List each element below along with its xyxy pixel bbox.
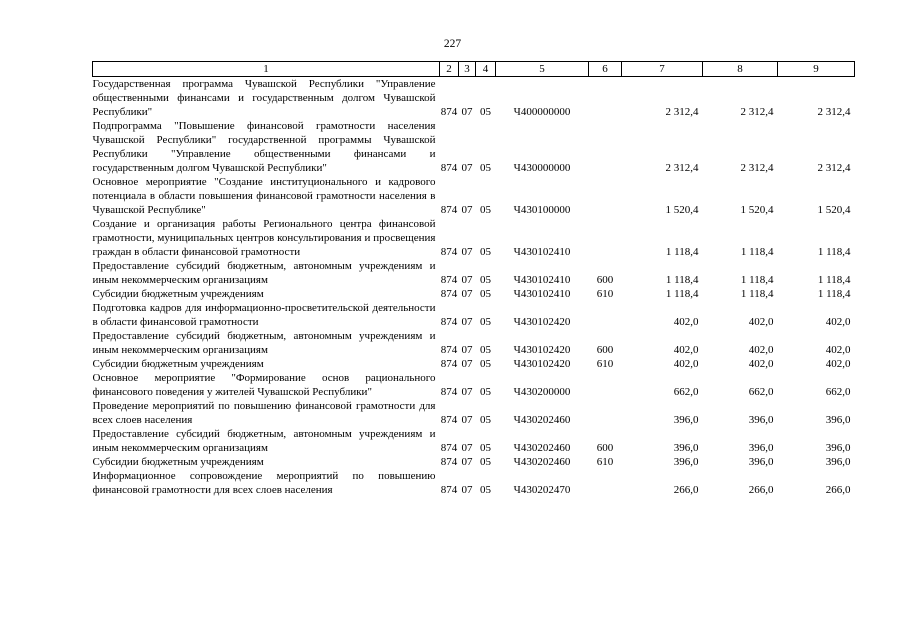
table-row — [93, 469, 855, 497]
ministry-code: 874 — [440, 484, 458, 496]
table-row — [93, 329, 855, 357]
table-row — [93, 455, 855, 469]
expense-type-code — [589, 399, 622, 427]
amount-col-8: 266,0 — [748, 484, 774, 496]
amount-col-8: 396,0 — [748, 456, 774, 468]
amount-col-7: 402,0 — [673, 344, 699, 356]
amount-col-8: 402,0 — [748, 358, 774, 370]
subsection-code: 05 — [480, 316, 491, 328]
amount-col-8: 1 118,4 — [740, 288, 774, 300]
amount-col-7: 1 118,4 — [665, 288, 699, 300]
expense-type-code: 600 — [596, 442, 614, 454]
expense-type-code — [589, 175, 622, 217]
expense-type-code — [589, 77, 622, 120]
subsection-code: 05 — [480, 414, 491, 426]
target-article-code: Ч400000000 — [513, 106, 571, 118]
table-row — [93, 119, 855, 175]
target-article-code: Ч430102410 — [513, 288, 571, 300]
amount-col-8: 396,0 — [748, 414, 774, 426]
section-code: 07 — [461, 442, 473, 454]
amount-col-8: 2 312,4 — [740, 162, 774, 174]
row-description: Субсидии бюджетным учреждениям — [92, 358, 264, 370]
section-code: 07 — [461, 316, 473, 328]
amount-col-7: 1 118,4 — [665, 274, 699, 286]
amount-col-8: 396,0 — [748, 442, 774, 454]
section-code: 07 — [461, 246, 473, 258]
subsection-code: 05 — [480, 162, 491, 174]
subsection-code: 05 — [480, 274, 491, 286]
target-article-code: Ч430202460 — [513, 442, 571, 454]
amount-col-9: 2 312,4 — [817, 162, 851, 174]
row-description: Основное мероприятие "Создание институционального и кадрового потенциала в области повышения финансовой грамотности населения в Чувашской Республике" — [92, 176, 436, 216]
table-row — [93, 301, 855, 329]
amount-col-7: 396,0 — [673, 414, 699, 426]
ministry-code: 874 — [440, 442, 458, 454]
header-cell: 4 — [476, 62, 496, 77]
amount-col-9: 662,0 — [825, 386, 851, 398]
amount-col-8: 2 312,4 — [740, 106, 774, 118]
amount-col-8: 1 118,4 — [740, 274, 774, 286]
target-article-code: Ч430102420 — [513, 358, 571, 370]
expense-type-code — [589, 371, 622, 399]
amount-col-9: 396,0 — [825, 442, 851, 454]
amount-col-7: 2 312,4 — [665, 106, 699, 118]
amount-col-9: 1 118,4 — [817, 288, 851, 300]
target-article-code: Ч430102420 — [513, 316, 571, 328]
page-number: 227 — [443, 38, 462, 50]
ministry-code: 874 — [440, 274, 458, 286]
expense-type-code: 610 — [596, 358, 614, 370]
amount-col-7: 662,0 — [673, 386, 699, 398]
amount-col-7: 1 520,4 — [665, 204, 699, 216]
header-cell: 7 — [622, 62, 703, 77]
amount-col-7: 266,0 — [673, 484, 699, 496]
amount-col-8: 402,0 — [748, 316, 774, 328]
subsection-code: 05 — [480, 246, 491, 258]
subsection-code: 05 — [480, 204, 491, 216]
section-code: 07 — [461, 288, 473, 300]
amount-col-9: 1 520,4 — [817, 204, 851, 216]
row-description: Основное мероприятие "Формирование основ рационального финансового поведения у жителей Чувашской Республики" — [92, 372, 436, 398]
section-code: 07 — [461, 484, 473, 496]
table-row — [93, 259, 855, 287]
amount-col-9: 266,0 — [825, 484, 851, 496]
amount-col-9: 2 312,4 — [817, 106, 851, 118]
section-code: 07 — [461, 358, 473, 370]
ministry-code: 874 — [440, 246, 458, 258]
expense-type-code: 610 — [596, 288, 614, 300]
target-article-code: Ч430102410 — [513, 274, 571, 286]
amount-col-9: 1 118,4 — [817, 246, 851, 258]
expense-type-code: 600 — [596, 274, 614, 286]
ministry-code: 874 — [440, 316, 458, 328]
ministry-code: 874 — [440, 386, 458, 398]
section-code: 07 — [461, 162, 473, 174]
header-cell: 1 — [93, 62, 440, 77]
expense-type-code — [589, 469, 622, 497]
section-code: 07 — [461, 386, 473, 398]
row-description: Создание и организация работы Регионального центра финансовой грамотности, муниципальных центров консультирования и просвещения граждан в области финансовой грамотности — [92, 218, 436, 258]
row-description: Субсидии бюджетным учреждениям — [92, 288, 264, 300]
amount-col-9: 402,0 — [825, 316, 851, 328]
table-row — [93, 217, 855, 259]
section-code: 07 — [461, 204, 473, 216]
amount-col-7: 2 312,4 — [665, 162, 699, 174]
table-row — [93, 427, 855, 455]
target-article-code: Ч430102410 — [513, 246, 571, 258]
ministry-code: 874 — [440, 288, 458, 300]
subsection-code: 05 — [480, 344, 491, 356]
subsection-code: 05 — [480, 106, 491, 118]
row-description: Информационное сопровождение мероприятий по повышению финансовой грамотности для всех слоев населения — [92, 470, 436, 496]
ministry-code: 874 — [440, 106, 458, 118]
amount-col-8: 662,0 — [748, 386, 774, 398]
section-code: 07 — [461, 414, 473, 426]
row-description: Предоставление субсидий бюджетным, автономным учреждениям и иным некоммерческим организациям — [92, 428, 436, 454]
ministry-code: 874 — [440, 344, 458, 356]
amount-col-7: 396,0 — [673, 442, 699, 454]
amount-col-9: 1 118,4 — [817, 274, 851, 286]
expense-type-code: 600 — [596, 344, 614, 356]
amount-col-9: 402,0 — [825, 358, 851, 370]
amount-col-8: 1 118,4 — [740, 246, 774, 258]
subsection-code: 05 — [480, 358, 491, 370]
table-row — [93, 357, 855, 371]
expense-type-code — [589, 119, 622, 175]
subsection-code: 05 — [480, 442, 491, 454]
target-article-code: Ч430202460 — [513, 456, 571, 468]
amount-col-9: 402,0 — [825, 344, 851, 356]
row-description: Проведение мероприятий по повышению финансовой грамотности для всех слоев населения — [92, 400, 436, 426]
target-article-code: Ч430200000 — [513, 386, 571, 398]
header-cell: 5 — [496, 62, 589, 77]
ministry-code: 874 — [440, 456, 458, 468]
section-code: 07 — [461, 106, 473, 118]
target-article-code: Ч430000000 — [513, 162, 571, 174]
target-article-code: Ч430102420 — [513, 344, 571, 356]
section-code: 07 — [461, 274, 473, 286]
ministry-code: 874 — [440, 204, 458, 216]
amount-col-9: 396,0 — [825, 456, 851, 468]
row-description: Подготовка кадров для информационно-просветительской деятельности в области финансовой грамотности — [92, 302, 436, 328]
target-article-code: Ч430100000 — [513, 204, 571, 216]
table-row — [93, 287, 855, 301]
row-description: Предоставление субсидий бюджетным, автономным учреждениям и иным некоммерческим организациям — [92, 330, 436, 356]
ministry-code: 874 — [440, 414, 458, 426]
table-body — [93, 77, 855, 498]
subsection-code: 05 — [480, 288, 491, 300]
header-cell: 2 — [440, 62, 459, 77]
row-description: Субсидии бюджетным учреждениям — [92, 456, 264, 468]
subsection-code: 05 — [480, 386, 491, 398]
table-row — [93, 77, 855, 120]
header-cell: 9 — [778, 62, 855, 77]
row-description: Государственная программа Чувашской Республики "Управление общественными финансами и государственным долгом Чувашской Республики" — [92, 78, 436, 118]
header-cell: 8 — [703, 62, 778, 77]
target-article-code: Ч430202470 — [513, 484, 571, 496]
expense-type-code: 610 — [596, 456, 614, 468]
section-code: 07 — [461, 456, 473, 468]
table-row — [93, 175, 855, 217]
ministry-code: 874 — [440, 358, 458, 370]
amount-col-8: 402,0 — [748, 344, 774, 356]
amount-col-9: 396,0 — [825, 414, 851, 426]
column-number-header — [93, 62, 855, 77]
subsection-code: 05 — [480, 456, 491, 468]
amount-col-7: 396,0 — [673, 456, 699, 468]
table-row — [93, 371, 855, 399]
subsection-code: 05 — [480, 484, 491, 496]
amount-col-8: 1 520,4 — [740, 204, 774, 216]
table-row — [93, 399, 855, 427]
amount-col-7: 402,0 — [673, 358, 699, 370]
budget-table — [92, 61, 855, 497]
section-code: 07 — [461, 344, 473, 356]
expense-type-code — [589, 301, 622, 329]
header-cell: 6 — [589, 62, 622, 77]
row-description: Предоставление субсидий бюджетным, автономным учреждениям и иным некоммерческим организациям — [92, 260, 436, 286]
expense-type-code — [589, 217, 622, 259]
amount-col-7: 402,0 — [673, 316, 699, 328]
target-article-code: Ч430202460 — [513, 414, 571, 426]
row-description: Подпрограмма "Повышение финансовой грамотности населения Чувашской Республики" государственной программы Чувашской Республики "Управление общественными финансами и государственным долгом Чувашской Республики" — [92, 120, 436, 174]
amount-col-7: 1 118,4 — [665, 246, 699, 258]
header-cell: 3 — [459, 62, 476, 77]
ministry-code: 874 — [440, 162, 458, 174]
